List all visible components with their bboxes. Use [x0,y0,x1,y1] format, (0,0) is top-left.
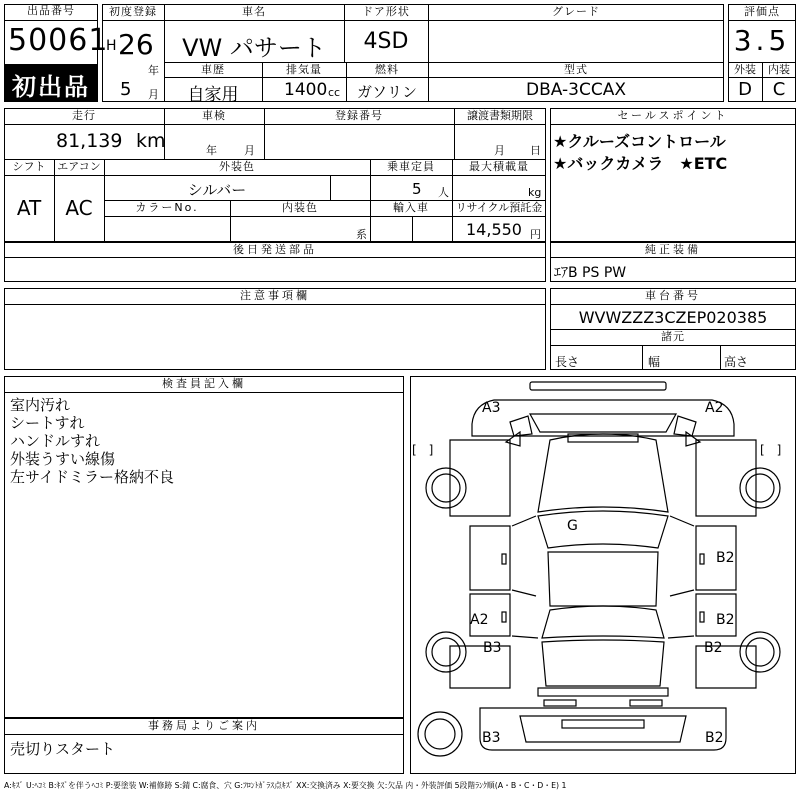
shift-value: AT [16,196,42,220]
notes-label: 注意事項欄 [240,289,310,302]
inspector-note: ハンドルすれ [10,432,101,450]
inspection-label: 車検 [202,109,226,122]
divider [728,20,796,21]
divider [4,734,404,735]
displacement-value: 1400 [284,80,328,100]
inspector-label: 検査員記入欄 [162,377,246,390]
divider [102,20,724,21]
divider [4,304,546,305]
transfer-label: 譲渡書類期限 [467,109,533,122]
int-color-suffix: 系 [356,228,367,241]
reg-month-unit: 月 [148,88,159,101]
lot-number: 50061 [8,23,109,58]
legend: A:ｷｽﾞ U:ﾍｺﾐ B:ｷｽﾞを伴うﾍｺﾐ P:要塗装 W:補修跡 S:錆 C:腐食、穴 G:ﾌﾛﾝﾄｶﾞﾗｽ点ｷｽﾞ XX:交換済み X:要交換 欠:欠品 内・外装評価 5段階ﾗﾝｸ順(A・B・C・D・E) 1 [4,781,567,790]
fuel-value: ガソリン [356,83,417,101]
ext-color-value: シルバー [187,181,247,199]
load-unit: kg [528,186,542,199]
divider [4,257,546,258]
recycle-unit: 円 [530,228,541,241]
divider [4,175,546,176]
capacity-label: 乗車定員 [387,160,435,173]
damage-mark: A3 [482,400,501,416]
damage-mark: A2 [705,400,724,416]
chassis-value: WVWZZZ3CZEP020385 [578,308,768,327]
reg-month: 5 [120,79,132,100]
import-label: 輸入車 [393,201,429,214]
office-label: 事務局よりご案内 [148,719,260,732]
interior-grade: C [772,79,786,100]
interior-label: 内装 [768,63,790,76]
damage-mark: B2 [705,730,724,746]
mileage-label: 走行 [72,109,96,122]
later-parts-label: 後日発送部品 [233,243,317,256]
reg-year-unit: 年 [148,64,159,77]
divider [4,124,546,125]
bracket-right: [ ] [760,443,782,457]
inspector-note: シートすれ [10,414,85,432]
model-value: DBA-3CCAX [526,80,626,100]
reg-year: 26 [118,28,154,61]
car-name-label: 車名 [242,5,266,18]
fuel-label: 燃料 [375,63,399,76]
color-no-label: カラーNo. [135,201,199,214]
bracket-left: [ ] [412,443,434,457]
grade-label: グレード [552,5,600,18]
int-color-label: 内装色 [282,201,318,214]
inspector-note: 室内汚れ [10,396,71,414]
damage-mark: G [567,518,578,534]
divider [412,216,413,242]
shift-label: シフト [12,160,46,173]
ac-value: AC [65,196,93,220]
divider [720,345,721,370]
divider [550,124,796,125]
divider [550,345,796,346]
genuine-value: ｴｱB PS PW [554,265,627,281]
divider [104,216,546,217]
load-label: 最大積載量 [469,160,529,173]
genuine-label: 純正装備 [645,243,701,256]
dims-label: 諸元 [661,330,685,343]
sales-point-line1: ★クルーズコントロール [553,132,726,151]
first-reg-label: 初度登録 [109,5,157,18]
first-listing-text: 初出品 [12,73,90,101]
inspector-notes [10,396,174,486]
capacity-unit: 人 [438,186,449,199]
inspection-year: 年 [206,144,217,157]
length-label: 長さ [555,355,580,369]
recycle-label: リサイクル預託金 [455,201,543,214]
mileage-unit: km [136,130,166,152]
transfer-day: 日 [530,144,541,157]
damage-mark: B3 [483,640,502,656]
damage-mark: A2 [470,612,489,628]
sales-point-line2: ★バックカメラ ★ETC [553,154,728,173]
exterior-grade: D [738,79,752,100]
damage-mark: B3 [482,730,501,746]
sales-point-label: セールスポイント [617,109,729,122]
car-diagram [410,376,796,774]
model-label: 型式 [564,63,588,76]
ext-color-label: 外装色 [219,160,255,173]
car-name: VW パサート [182,34,326,62]
history-label: 車歴 [201,63,225,76]
history-value: 自家用 [187,85,239,105]
displacement-label: 排気量 [286,63,322,76]
divider [4,20,98,21]
era: H [106,38,117,54]
score-label: 評価点 [744,5,780,18]
door-label: ドア形状 [362,5,410,18]
chassis-label: 車台番号 [645,289,701,302]
divider [642,345,643,370]
capacity-value: 5 [412,180,422,198]
displacement-unit: cc [328,86,341,99]
inspector-note: 左サイドミラー格納不良 [10,468,174,486]
inspector-note: 外装うすい線傷 [10,450,116,468]
divider [330,175,331,200]
door-type: 4SD [363,29,409,54]
inspection-month: 月 [244,144,255,157]
registration-label: 登録番号 [335,109,383,122]
score-value: 3.5 [733,24,791,57]
exterior-label: 外装 [734,63,756,76]
divider [164,77,724,78]
height-label: 高さ [724,355,749,369]
mileage-value: 81,139 [56,130,123,152]
transfer-month: 月 [494,144,505,157]
damage-mark: B2 [704,640,723,656]
recycle-value: 14,550 [466,220,522,239]
divider [550,257,796,258]
office-value: 売切りスタート [10,740,116,758]
damage-mark: B2 [716,550,735,566]
divider [4,392,404,393]
width-label: 幅 [648,355,661,369]
divider [550,304,796,305]
lot-label: 出品番号 [27,4,75,17]
damage-mark: B2 [716,612,735,628]
ac-label: エアコン [57,160,101,173]
